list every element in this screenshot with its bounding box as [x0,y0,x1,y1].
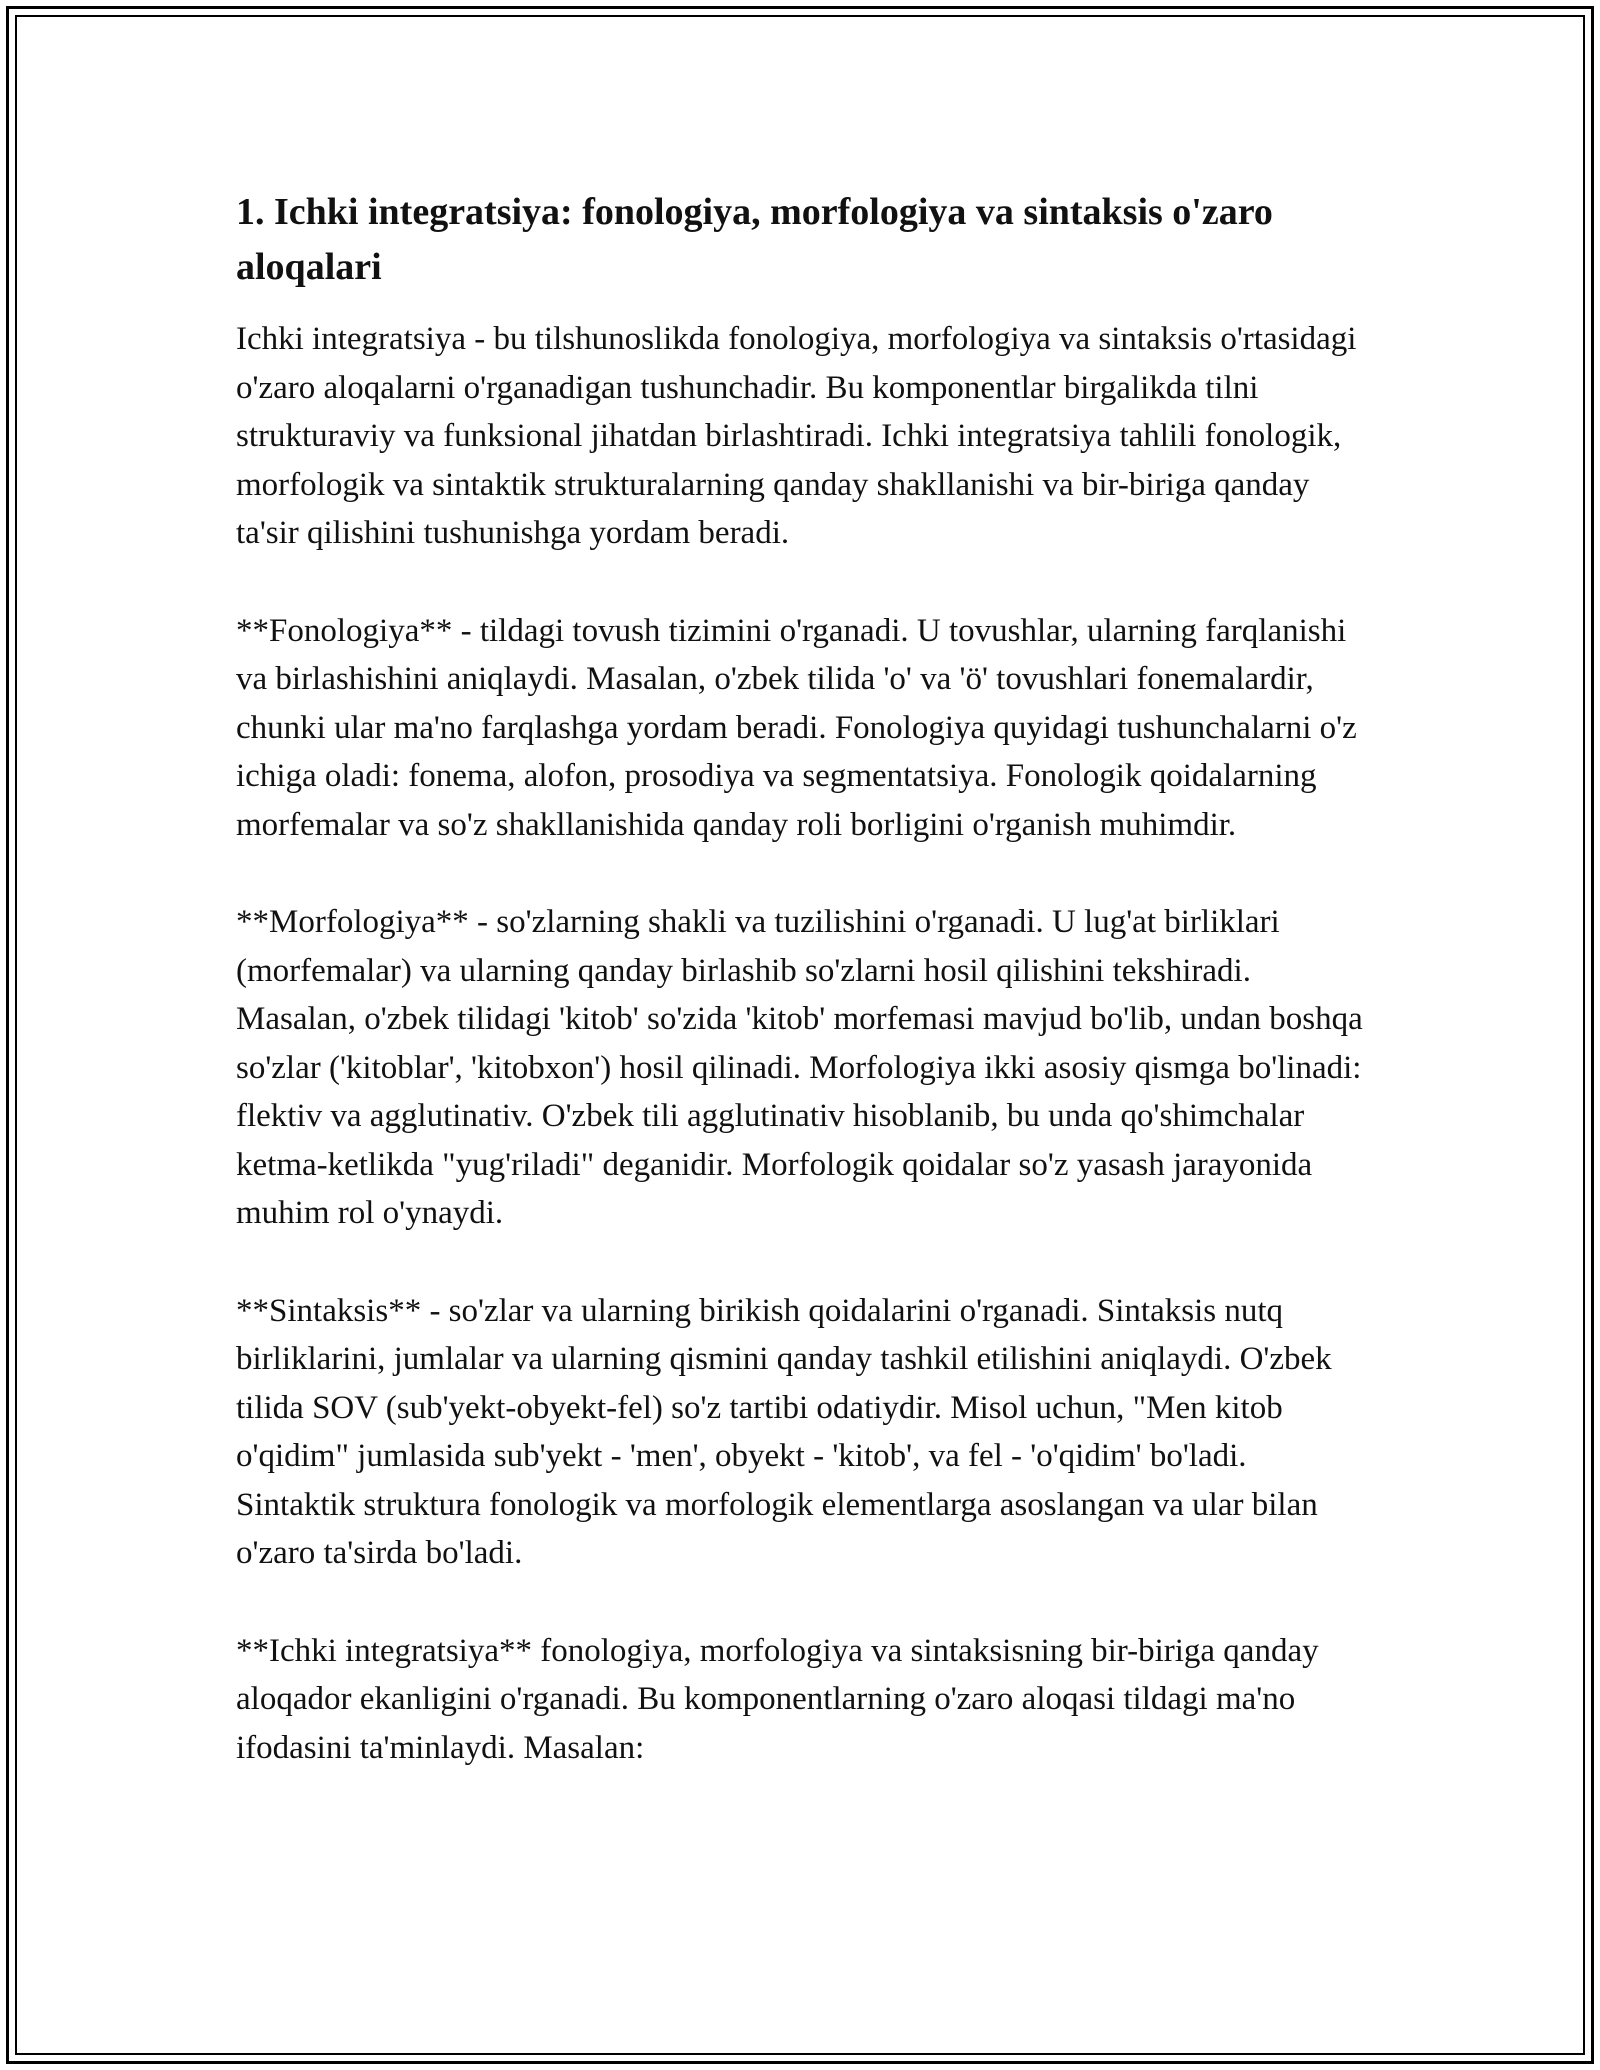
paragraph-fonologiya: **Fonologiya** - tildagi tovush tizimini o'rganadi. U tovushlar, ularning farqlanishi va birlashishini aniqlaydi. Masalan, o'zbek tilida 'o' va 'ö' tovushlari fonemalardir, chunki ular ma'no farqlashga yordam beradi. Fonologiya quyidagi tushunchalarni o'z ichiga oladi: fonema, alofon, prosodiya va segmentatsiya. Fonologik qoidalarning morfemalar va so'z shakllanishida qanday roli borligini o'rganish muhimdir. [236,612,1357,843]
paragraph-intro: Ichki integratsiya - bu tilshunoslikda fonologiya, morfologiya va sintaksis o'rtasidagi o'zaro aloqalarni o'rganadigan tushunchadir. Bu komponentlar birgalikda tilni strukturaviy va funksional jihatdan birlashtiradi. Ichki integratsiya tahlili fonologik, morfologik va sintaktik strukturalarning qanday shakllanishi va bir-biriga qanday ta'sir qilishini tushunishga yordam beradi. [236,321,1357,551]
paragraph-sintaksis: **Sintaksis** - so'zlar va ularning birikish qoidalarini o'rganadi. Sintaksis nutq birliklarini, jumlalar va ularning qismini qanday tashkil etilishini aniqlaydi. O'zbek tilida SOV (sub'yekt-obyekt-fel) so'z tartibi odatiydir. Misol uchun, "Men kitob o'qidim" jumlasida sub'yekt - 'men', obyekt - 'kitob', va fel - 'o'qidim' bo'ladi. Sintaktik struktura fonologik va morfologik elementlarga asoslangan va ular bilan o'zaro ta'sirda bo'ladi. [236,1292,1332,1571]
section-heading: 1. Ichki integratsiya: fonologiya, morfologiya va sintaksis o'zaro aloqalari [236,191,1273,288]
paragraph-ichki-integratsiya: **Ichki integratsiya** fonologiya, morfologiya va sintaksisning bir-biriga qanday aloqador ekanligini o'rganadi. Bu komponentlarning o'zaro aloqasi tildagi ma'no ifodasini ta'minlaydi. Masalan: [236,1632,1319,1766]
document-body [236,185,1366,1772]
paragraph-morfologiya: **Morfologiya** - so'zlarning shakli va tuzilishini o'rganadi. U lug'at birliklari (morfemalar) va ularning qanday birlashib so'zlarni hosil qilishini tekshiradi. Masalan, o'zbek tilidagi 'kitob' so'zida 'kitob' morfemasi mavjud bo'lib, undan boshqa so'zlar ('kitoblar', 'kitobxon') hosil qilinadi. Morfologiya ikki asosiy qismga bo'linadi: flektiv va agglutinativ. O'zbek tili agglutinativ hisoblanib, bu unda qo'shimchalar ketma-ketlikda "yug'riladi" deganidir. Morfologik qoidalar so'z yasash jarayonida muhim rol o'ynaydi. [236,904,1363,1231]
